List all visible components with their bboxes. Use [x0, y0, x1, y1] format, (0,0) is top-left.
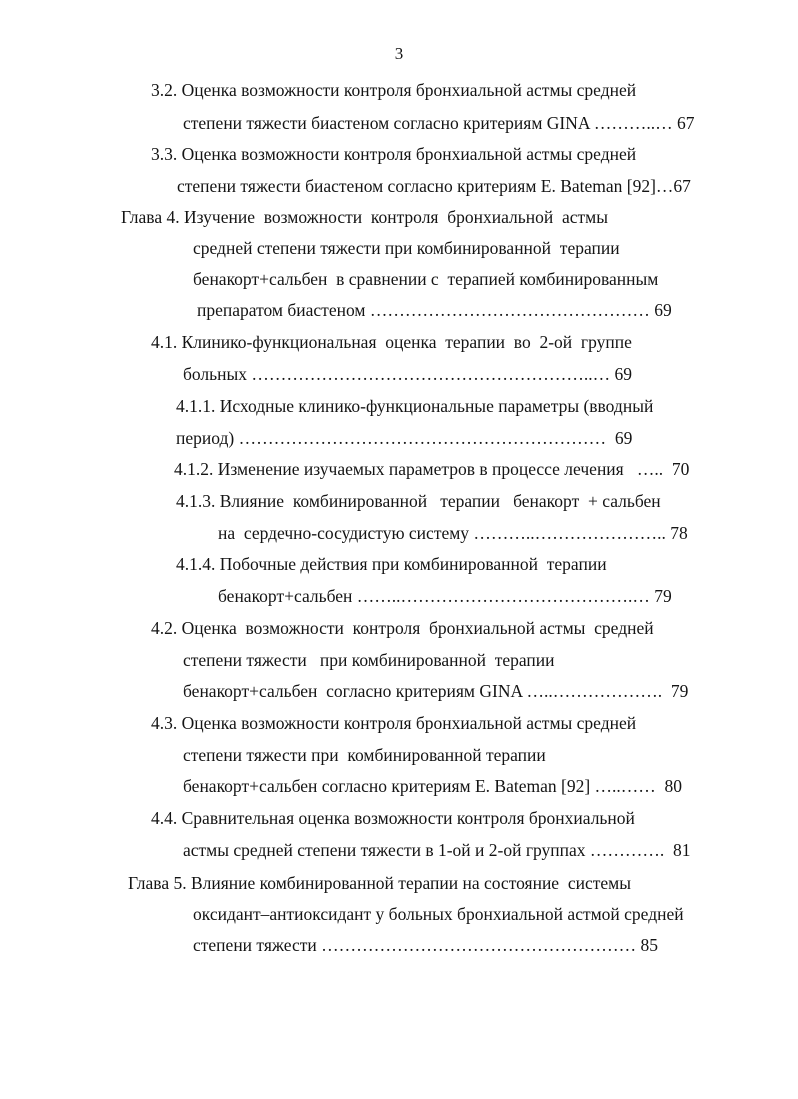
toc-line: 4.1. Клинико-функциональная оценка терапии во 2-ой группе — [151, 332, 632, 352]
toc-line: препаратом биастеном ………………………………………… 69 — [197, 300, 672, 320]
toc-line: на сердечно-сосудистую систему ………..………………….. 78 — [218, 523, 688, 543]
toc-line: 3.3. Оценка возможности контроля бронхиальной астмы средней — [151, 144, 637, 164]
toc-line: степени тяжести биастеном согласно критериям GINA ………..… 67 — [183, 113, 695, 133]
toc-line: степени тяжести при комбинированной терапии — [183, 745, 546, 765]
toc-line: бенакорт+сальбен согласно критериям E. Bateman [92] …..…… 80 — [183, 776, 683, 796]
toc-line: Глава 4. Изучение возможности контроля бронхиальной астмы — [121, 207, 609, 227]
toc-line: Глава 5. Влияние комбинированной терапии на состояние системы — [128, 873, 631, 893]
toc-line: степени тяжести при комбинированной терапии — [183, 650, 555, 670]
toc-line: бенакорт+сальбен в сравнении с терапией комбинированным — [193, 269, 659, 289]
toc-line: оксидант–антиоксидант у больных бронхиальной астмой средней — [193, 904, 684, 924]
toc-line: бенакорт+сальбен ……..………………………………….… 79 — [218, 586, 672, 606]
toc-line: 4.3. Оценка возможности контроля бронхиальной астмы средней — [151, 713, 637, 733]
toc-line: 4.1.2. Изменение изучаемых параметров в процессе лечения ….. 70 — [174, 459, 690, 479]
toc-line: 3.2. Оценка возможности контроля бронхиальной астмы средней — [151, 80, 637, 100]
toc-line: бенакорт+сальбен согласно критериям GINA …..………………. 79 — [183, 681, 689, 701]
toc-line: степени тяжести ……………………………………………… 85 — [193, 935, 658, 955]
page-number: 3 — [394, 44, 404, 63]
toc-line: 4.1.4. Побочные действия при комбинированной терапии — [176, 554, 607, 574]
toc-line: астмы средней степени тяжести в 1-ой и 2-ой группах …………. 81 — [183, 840, 691, 860]
toc-line: 4.4. Сравнительная оценка возможности контроля бронхиальной — [151, 808, 635, 828]
toc-line: 4.2. Оценка возможности контроля бронхиальной астмы средней — [151, 618, 654, 638]
toc-line: 4.1.3. Влияние комбинированной терапии бенакорт + сальбен — [176, 491, 661, 511]
toc-line: больных …………………………………………………..… 69 — [183, 364, 633, 384]
toc-line: период) ……………………………………………………… 69 — [176, 428, 633, 448]
toc-line: средней степени тяжести при комбинированной терапии — [193, 238, 620, 258]
toc-line: 4.1.1. Исходные клинико-функциональные параметры (вводный — [176, 396, 654, 416]
toc-line: степени тяжести биастеном согласно критериям E. Bateman [92]…67 — [177, 176, 691, 196]
